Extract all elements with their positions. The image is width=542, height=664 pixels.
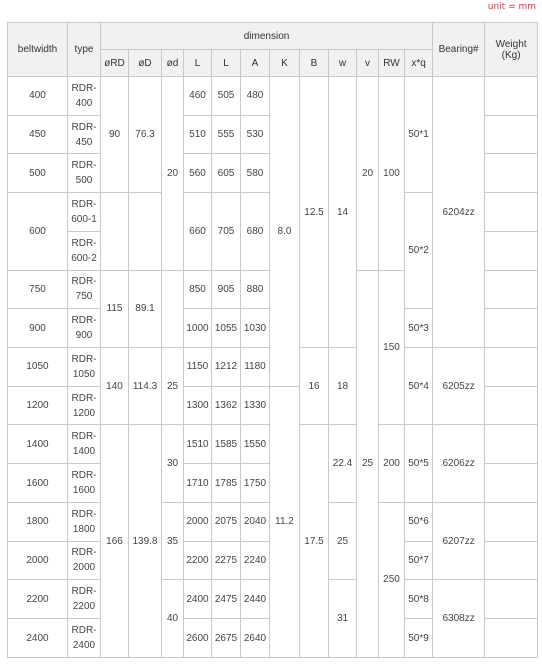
- rw-cell: 250: [379, 502, 405, 657]
- xq-cell: 50*2: [405, 193, 433, 309]
- type-cell: RDR- 500: [68, 154, 101, 193]
- weight-cell: [485, 386, 538, 425]
- beltwidth-cell: 1600: [8, 464, 68, 503]
- l1-cell: 1710: [184, 464, 212, 503]
- rw-cell: 100: [379, 77, 405, 271]
- a-cell: 1750: [241, 464, 270, 503]
- header-weight-unit: (Kg): [501, 49, 521, 61]
- header-bearing: Bearing#: [433, 23, 485, 77]
- a-cell: 880: [241, 270, 270, 309]
- header-dimension: dimension: [101, 23, 433, 50]
- header-xq: x*q: [405, 50, 433, 77]
- l2-cell: 1785: [212, 464, 241, 503]
- beltwidth-cell: 1400: [8, 425, 68, 464]
- type-cell: RDR- 400: [68, 77, 101, 116]
- small-d-cell: 35: [162, 502, 184, 579]
- l1-cell: 850: [184, 270, 212, 309]
- l1-cell: 2000: [184, 502, 212, 541]
- type-cell: RDR- 1050: [68, 348, 101, 387]
- spec-table: [7, 22, 538, 658]
- l1-cell: 1300: [184, 386, 212, 425]
- l1-cell: 460: [184, 77, 212, 116]
- a-cell: 480: [241, 77, 270, 116]
- bearing-cell: 6205zz: [433, 348, 485, 425]
- type-cell: RDR- 600-1: [68, 193, 101, 232]
- rd-cell: 115: [101, 270, 129, 347]
- a-cell: 2440: [241, 580, 270, 619]
- l2-cell: 555: [212, 115, 241, 154]
- weight-cell: [485, 193, 538, 232]
- rd-cell: 166: [101, 425, 129, 658]
- beltwidth-cell: 2200: [8, 580, 68, 619]
- small-d-cell: 30: [162, 425, 184, 502]
- l1-cell: 510: [184, 115, 212, 154]
- weight-cell: [485, 541, 538, 580]
- type-cell: RDR- 1600: [68, 464, 101, 503]
- weight-cell: [485, 425, 538, 464]
- weight-cell: [485, 464, 538, 503]
- small-d-cell: 40: [162, 580, 184, 658]
- type-cell: RDR- 2000: [68, 541, 101, 580]
- beltwidth-cell: 400: [8, 77, 68, 116]
- l2-cell: 2075: [212, 502, 241, 541]
- beltwidth-cell: 2400: [8, 619, 68, 658]
- type-cell: RDR- 1400: [68, 425, 101, 464]
- bearing-cell: 6207zz: [433, 502, 485, 579]
- l1-cell: 1510: [184, 425, 212, 464]
- rd-cell: 140: [101, 348, 129, 425]
- weight-cell: [485, 77, 538, 116]
- w-cell: 22.4: [329, 425, 357, 502]
- w-cell: 18: [329, 348, 357, 425]
- bearing-cell: 6308zz: [433, 580, 485, 658]
- header-a: A: [241, 50, 270, 77]
- d-cell: 89.1: [129, 270, 162, 347]
- beltwidth-cell: 2000: [8, 541, 68, 580]
- weight-cell: [485, 580, 538, 619]
- xq-cell: 50*8: [405, 580, 433, 619]
- weight-cell: [485, 154, 538, 193]
- weight-cell: [485, 309, 538, 348]
- header-b: B: [300, 50, 329, 77]
- k-cell: 11.2: [270, 386, 300, 657]
- rw-cell: 150: [379, 270, 405, 425]
- a-cell: 1180: [241, 348, 270, 387]
- d-cell: 139.8: [129, 425, 162, 658]
- header-w: w: [329, 50, 357, 77]
- weight-cell: [485, 270, 538, 309]
- rd-cell: [101, 193, 129, 270]
- rd-cell: 90: [101, 77, 129, 193]
- l2-cell: 705: [212, 193, 241, 270]
- l1-cell: 560: [184, 154, 212, 193]
- xq-cell: 50*4: [405, 348, 433, 425]
- table-row: [8, 77, 538, 116]
- l2-cell: 505: [212, 77, 241, 116]
- xq-cell: 50*9: [405, 619, 433, 658]
- a-cell: 1550: [241, 425, 270, 464]
- header-l2: L: [212, 50, 241, 77]
- a-cell: 1330: [241, 386, 270, 425]
- l2-cell: 1055: [212, 309, 241, 348]
- w-cell: 14: [329, 77, 357, 348]
- xq-cell: 50*6: [405, 502, 433, 541]
- type-cell: RDR- 450: [68, 115, 101, 154]
- a-cell: 530: [241, 115, 270, 154]
- b-cell: 17.5: [300, 425, 329, 658]
- weight-cell: [485, 231, 538, 270]
- k-cell: 8.0: [270, 77, 300, 387]
- l1-cell: 1150: [184, 348, 212, 387]
- l1-cell: 2600: [184, 619, 212, 658]
- header-weight-label: Weight: [495, 38, 527, 50]
- header-beltwidth: beltwidth: [8, 23, 68, 77]
- weight-cell: [485, 619, 538, 658]
- weight-cell: [485, 502, 538, 541]
- small-d-cell: 25: [162, 348, 184, 425]
- beltwidth-cell: 600: [8, 193, 68, 270]
- l2-cell: 605: [212, 154, 241, 193]
- l2-cell: 905: [212, 270, 241, 309]
- a-cell: 1030: [241, 309, 270, 348]
- beltwidth-cell: 900: [8, 309, 68, 348]
- beltwidth-cell: 1200: [8, 386, 68, 425]
- header-rw: RW: [379, 50, 405, 77]
- weight-cell: [485, 115, 538, 154]
- beltwidth-cell: 1800: [8, 502, 68, 541]
- rw-cell: 200: [379, 425, 405, 502]
- small-d-cell: 20: [162, 77, 184, 271]
- l2-cell: 1212: [212, 348, 241, 387]
- small-d-cell: [162, 270, 184, 347]
- type-cell: RDR- 2200: [68, 580, 101, 619]
- type-cell: RDR- 2400: [68, 619, 101, 658]
- v-cell: 20: [357, 77, 379, 271]
- xq-cell: 50*5: [405, 425, 433, 502]
- d-cell: 76.3: [129, 77, 162, 193]
- type-cell: RDR- 900: [68, 309, 101, 348]
- xq-cell: 50*7: [405, 541, 433, 580]
- type-cell: RDR- 750: [68, 270, 101, 309]
- unit-label: unit = mm: [487, 2, 536, 12]
- l1-cell: 2200: [184, 541, 212, 580]
- xq-cell: 50*3: [405, 309, 433, 348]
- bearing-cell: 6204zz: [433, 77, 485, 348]
- header-k: K: [270, 50, 300, 77]
- l1-cell: 1000: [184, 309, 212, 348]
- beltwidth-cell: 750: [8, 270, 68, 309]
- header-small-d: ød: [162, 50, 184, 77]
- l1-cell: 660: [184, 193, 212, 270]
- b-cell: 12.5: [300, 77, 329, 348]
- header-weight: [485, 23, 538, 77]
- xq-cell: 50*1: [405, 77, 433, 193]
- a-cell: 680: [241, 193, 270, 270]
- header-v: v: [357, 50, 379, 77]
- bearing-cell: 6206zz: [433, 425, 485, 502]
- d-cell: [129, 193, 162, 270]
- beltwidth-cell: 450: [8, 115, 68, 154]
- l2-cell: 2675: [212, 619, 241, 658]
- a-cell: 2240: [241, 541, 270, 580]
- type-cell: RDR- 1200: [68, 386, 101, 425]
- type-cell: RDR- 1800: [68, 502, 101, 541]
- b-cell: 16: [300, 348, 329, 425]
- header-rd: øRD: [101, 50, 129, 77]
- header-d: øD: [129, 50, 162, 77]
- d-cell: 114.3: [129, 348, 162, 425]
- w-cell: 25: [329, 502, 357, 579]
- type-cell: RDR- 600-2: [68, 231, 101, 270]
- l2-cell: 2475: [212, 580, 241, 619]
- weight-cell: [485, 348, 538, 387]
- a-cell: 2040: [241, 502, 270, 541]
- header-l1: L: [184, 50, 212, 77]
- a-cell: 580: [241, 154, 270, 193]
- l2-cell: 1585: [212, 425, 241, 464]
- w-cell: 31: [329, 580, 357, 658]
- l2-cell: 1362: [212, 386, 241, 425]
- beltwidth-cell: 500: [8, 154, 68, 193]
- l1-cell: 2400: [184, 580, 212, 619]
- header-type: type: [68, 23, 101, 77]
- beltwidth-cell: 1050: [8, 348, 68, 387]
- l2-cell: 2275: [212, 541, 241, 580]
- v-cell: 25: [357, 270, 379, 657]
- a-cell: 2640: [241, 619, 270, 658]
